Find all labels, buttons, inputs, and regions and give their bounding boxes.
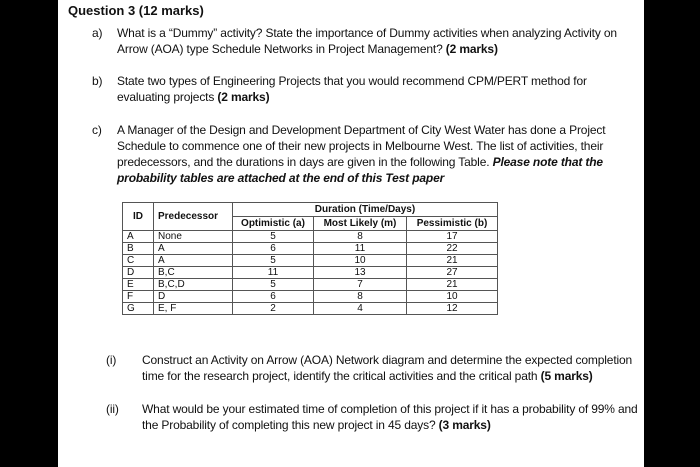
question-c-ii-text: What would be your estimated time of completion of this project if it has a probability of 99% and the Probability of completing this new project in 45 days?: [142, 402, 638, 432]
cell-id: D: [123, 267, 154, 279]
cell-most-likely: 10: [314, 255, 407, 267]
cell-most-likely: 7: [314, 279, 407, 291]
cell-optimistic: 5: [233, 279, 314, 291]
cell-optimistic: 5: [233, 255, 314, 267]
cell-id: F: [123, 291, 154, 303]
table-row: [123, 243, 498, 255]
cell-pessimistic: 21: [407, 255, 498, 267]
header-optimistic: Optimistic (a): [233, 217, 314, 231]
cell-optimistic: 2: [233, 303, 314, 315]
cell-pessimistic: 21: [407, 279, 498, 291]
header-duration: Duration (Time/Days): [233, 203, 498, 217]
cell-most-likely: 11: [314, 243, 407, 255]
cell-pessimistic: 17: [407, 231, 498, 243]
table-row: [123, 303, 498, 315]
header-pessimistic: Pessimistic (b): [407, 217, 498, 231]
cell-predecessor: B,C: [154, 267, 233, 279]
document-page: [58, 0, 644, 467]
cell-pessimistic: 27: [407, 267, 498, 279]
cell-predecessor: A: [154, 243, 233, 255]
cell-predecessor: None: [154, 231, 233, 243]
question-c-i-text: Construct an Activity on Arrow (AOA) Network diagram and determine the expected completion time for the research project, identify the critical activities and the critical path: [142, 353, 633, 383]
question-a-marks: (2 marks): [445, 42, 498, 56]
table-row: [123, 291, 498, 303]
question-b-label: b): [92, 74, 103, 88]
header-most-likely: Most Likely (m): [314, 217, 407, 231]
header-predecessor: Predecessor: [154, 203, 233, 231]
cell-predecessor: B,C,D: [154, 279, 233, 291]
table-row: [123, 255, 498, 267]
question-heading: Question 3 (12 marks): [68, 3, 204, 18]
question-b-text: State two types of Engineering Projects that you would recommend CPM/PERT method for evaluating projects: [117, 74, 587, 104]
question-c-i-label: (i): [106, 353, 117, 367]
cell-predecessor: E, F: [154, 303, 233, 315]
question-c-note: Please note that the probability tables are attached at the end of this Test paper: [117, 155, 603, 185]
table-row: [123, 231, 498, 243]
cell-id: C: [123, 255, 154, 267]
cell-predecessor: A: [154, 255, 233, 267]
question-c-ii-label: (ii): [106, 402, 119, 416]
question-b-marks: (2 marks): [217, 90, 270, 104]
cell-pessimistic: 10: [407, 291, 498, 303]
cell-predecessor: D: [154, 291, 233, 303]
cell-id: E: [123, 279, 154, 291]
cell-most-likely: 8: [314, 231, 407, 243]
cell-optimistic: 6: [233, 291, 314, 303]
table-row: [123, 267, 498, 279]
cell-id: B: [123, 243, 154, 255]
cell-id: A: [123, 231, 154, 243]
cell-pessimistic: 22: [407, 243, 498, 255]
question-a-text: What is a “Dummy” activity? State the importance of Dummy activities when analyzing Activity on Arrow (AOA) type Schedule Networks in Project Management?: [117, 26, 617, 56]
cell-most-likely: 8: [314, 291, 407, 303]
cell-optimistic: 11: [233, 267, 314, 279]
cell-most-likely: 4: [314, 303, 407, 315]
question-c-i-marks: (5 marks): [540, 369, 593, 383]
cell-most-likely: 13: [314, 267, 407, 279]
question-c-ii-marks: (3 marks): [438, 418, 491, 432]
cell-id: G: [123, 303, 154, 315]
cell-optimistic: 5: [233, 231, 314, 243]
cell-pessimistic: 12: [407, 303, 498, 315]
table-row: [123, 279, 498, 291]
question-a-label: a): [92, 26, 103, 40]
activity-table: [122, 202, 498, 315]
cell-optimistic: 6: [233, 243, 314, 255]
question-c-label: c): [92, 123, 102, 137]
header-id: ID: [123, 203, 154, 231]
question-c-text: A Manager of the Design and Development Department of City West Water has done a Project Schedule to commence one of their new projects in Melbourne West. The list of activities, their predecessors, and the durations in days are given in the following Table.: [117, 123, 606, 169]
